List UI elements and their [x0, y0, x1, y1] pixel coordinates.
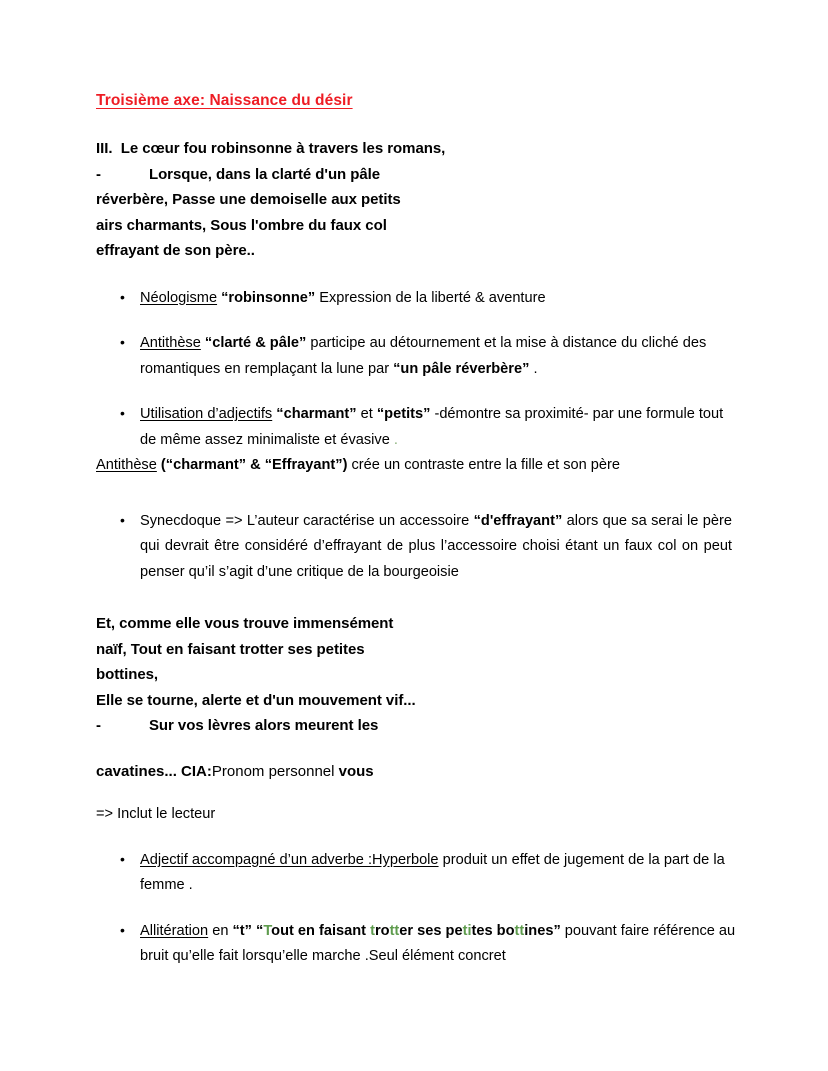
seg-4: ro — [374, 922, 390, 939]
spacer — [96, 828, 738, 848]
antithese-rest: crée un contraste entre la fille et son père — [351, 457, 621, 473]
cia-regular: Pronom personnel — [211, 762, 335, 780]
alliteration-rest: pouvant faire référence au bruit qu’elle fait lorsqu’elle marche .Seul élément concret — [140, 922, 736, 964]
verse2-line-5 — [96, 713, 738, 739]
quote-robinsonne: “robinsonne” — [221, 289, 316, 306]
spacer — [96, 739, 738, 759]
item-three-mid: -démontre sa proximité- par une formule tout de même assez minimaliste et évasive — [140, 406, 724, 448]
list-item — [96, 286, 738, 312]
verse-line-2 — [96, 162, 738, 188]
quote-charmant: “charmant” — [276, 406, 357, 422]
verse2-line-4: Elle se tourne, alerte et d'un mouvement vif... — [96, 691, 416, 709]
list-item — [96, 402, 738, 453]
verse-line-4: airs charmants, Sous l'ombre du faux col — [96, 216, 387, 234]
spacer — [96, 585, 738, 611]
verse-block-secondary — [96, 611, 738, 739]
antithese-bold-pair: (“charmant” & “Effrayant”) — [160, 457, 348, 473]
analysis-list-three — [96, 848, 738, 970]
verse-dash-marker: - — [96, 165, 101, 183]
page-title — [96, 92, 738, 136]
seg-10: ines — [524, 922, 554, 939]
item-one-rest: Expression de la liberté & aventure — [319, 289, 546, 306]
list-item — [96, 331, 738, 382]
green-t-2: t — [370, 922, 375, 939]
cia-bold-lead: cavatines... CIA: — [96, 762, 212, 780]
quote-pale-reverbere: “un pâle réverbère” — [393, 360, 530, 377]
seg-8: tes bo — [471, 922, 515, 939]
green-t-1: T — [263, 922, 272, 939]
item-three-trailing-dot: . — [393, 431, 398, 448]
verse2-line-1: Et, comme elle vous trouve immensément — [96, 615, 394, 632]
item-two-end: . — [533, 360, 538, 377]
alliteration-lead: en — [212, 922, 229, 939]
term-alliteration: Allitération — [140, 922, 209, 939]
spacer — [96, 479, 738, 509]
analysis-list-one — [96, 286, 738, 454]
alliteration-quote — [256, 923, 561, 939]
antithese-outdent-line — [96, 453, 738, 479]
term-antithese-second: Antithèse — [96, 457, 157, 473]
green-t-3: tt — [389, 922, 400, 939]
inclut-lecteur-line: => Inclut le lecteur — [96, 806, 216, 822]
hyperbole-rest: produit un effet de jugement de la part de la femme . — [140, 851, 725, 893]
quote-close: ” — [553, 922, 561, 939]
verse2-line-2: naïf, Tout en faisant trotter ses petites — [96, 640, 365, 658]
green-t-4: ti — [462, 922, 472, 939]
spacer — [96, 784, 738, 802]
verse-line-1: III. Le cœur fou robinsonne à travers les romans, — [96, 140, 446, 157]
term-antithese: Antithèse — [140, 335, 201, 351]
quote-clarte-pale: “clarté & pâle” — [204, 335, 307, 351]
verse2-line-5-text: Sur vos lèvres alors meurent les — [148, 717, 379, 734]
list-item — [96, 848, 738, 899]
verse-line-5: effrayant de son père.. — [96, 242, 255, 259]
green-t-5: tt — [514, 922, 525, 939]
verse-line-2-text: Lorsque, dans la clarté d'un pâle — [148, 165, 381, 183]
synecdoque-rest: alors que sa serai le père qui devrait être considéré d’effrayant de plus l’accessoire choisi étant un faux col on peut penser qu’il s’agit d’une critique de la bourgeoisie — [140, 512, 732, 580]
spacer — [96, 264, 738, 286]
quote-letter-t: “t” — [232, 922, 252, 939]
synecdoque-lead: Synecdoque => L’auteur caractérise un accessoire — [140, 512, 470, 529]
seg-2: out en faisant — [271, 922, 371, 939]
verse2-dash-marker: - — [96, 717, 101, 734]
quote-open: “ — [256, 922, 264, 939]
cia-bold-vous: vous — [338, 762, 374, 780]
analysis-list-two — [96, 509, 738, 586]
verse-block-primary — [96, 136, 738, 264]
verse-line-3: réverbère, Passe une demoiselle aux petits — [96, 191, 401, 208]
page-title-text: Troisième axe: Naissance du désir — [96, 92, 353, 109]
quote-petits: “petits” — [376, 406, 431, 422]
item-two-mid: participe au détournement et la mise à distance du cliché des romantiques en remplaçant la lune par — [140, 335, 707, 377]
item-three-conj: et — [360, 406, 373, 422]
list-item — [96, 509, 738, 586]
quote-deffrayant: “d'effrayant” — [473, 512, 563, 529]
verse2-line-3: bottines, — [96, 666, 159, 683]
term-adjectif-adverbe-hyperbole: Adjectif accompagné d’un adverbe :Hyperbole — [140, 851, 439, 868]
seg-6: er ses pe — [399, 922, 463, 939]
term-utilisation-adjectifs: Utilisation d’adjectifs — [140, 406, 273, 422]
term-neologisme: Néologisme — [140, 289, 218, 306]
cavatines-cia-line — [96, 759, 738, 785]
list-item — [96, 919, 738, 970]
